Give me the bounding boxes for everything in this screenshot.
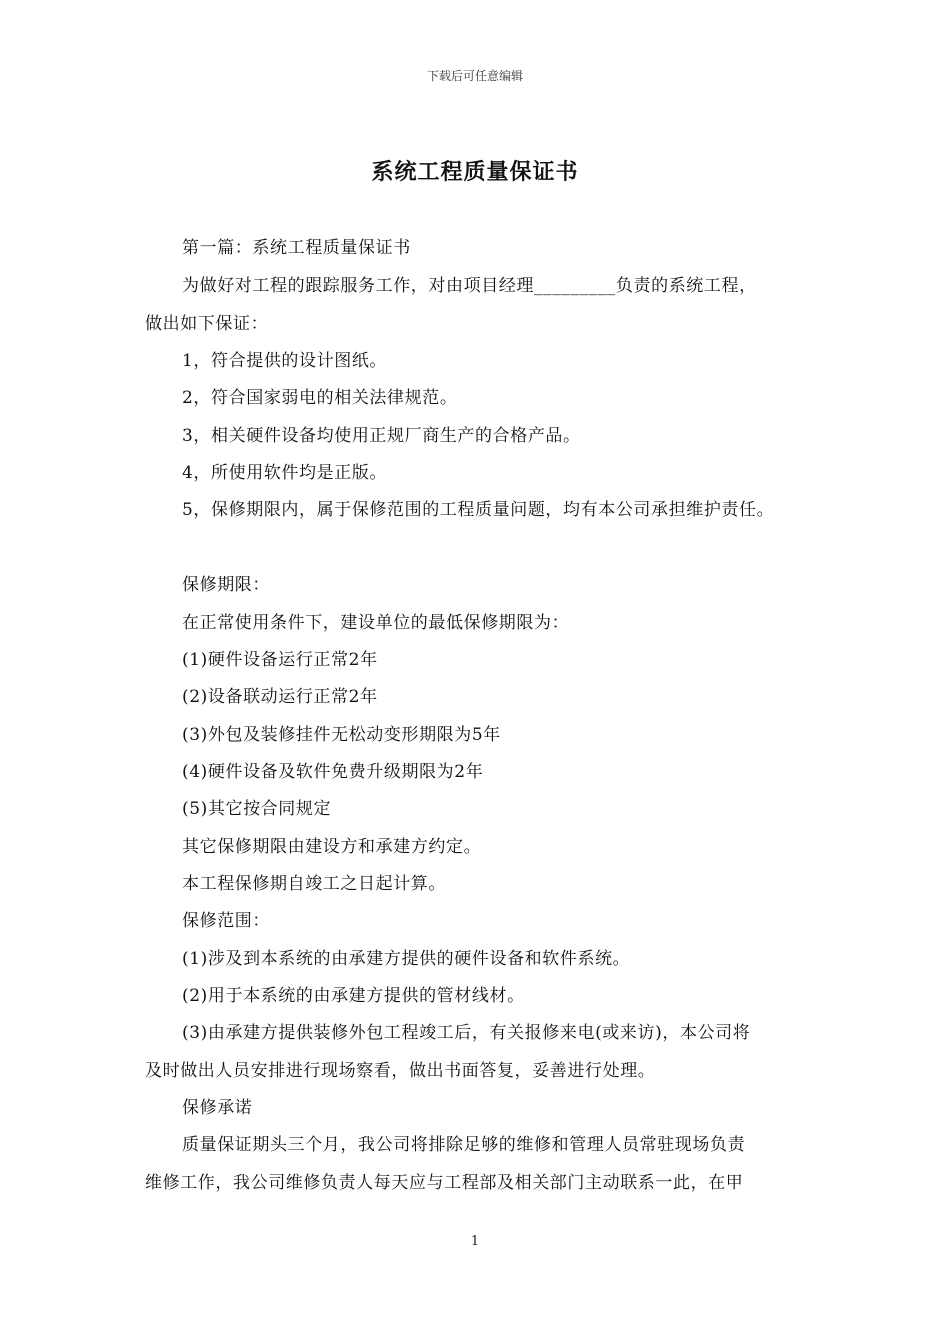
list-item: 3，相关硬件设备均使用正规厂商生产的合格产品。 — [182, 426, 581, 446]
paragraph-line: 本工程保修期自竣工之日起计算。 — [182, 874, 446, 894]
section-heading: 第一篇：系统工程质量保证书 — [182, 238, 411, 258]
page-header-note: 下载后可任意编辑 — [426, 69, 523, 83]
list-item: (2)用于本系统的由承建方提供的管材线材。 — [182, 986, 525, 1006]
document-title: 系统工程质量保证书 — [371, 159, 579, 185]
list-item: (5)其它按合同规定 — [182, 799, 332, 819]
list-item: 5，保修期限内，属于保修范围的工程质量问题，均有本公司承担维护责任。 — [182, 500, 775, 520]
list-item: (2)设备联动运行正常2年 — [182, 687, 378, 707]
paragraph-line: 维修工作，我公司维修负责人每天应与工程部及相关部门主动联系一此，在甲 — [145, 1173, 744, 1193]
page-number: 1 — [470, 1234, 480, 1249]
paragraph-line: 在正常使用条件下，建设单位的最低保修期限为： — [182, 613, 570, 633]
list-item: (3)由承建方提供装修外包工程竣工后，有关报修来电(或来访)，本公司将 — [182, 1023, 751, 1043]
list-item: (1)硬件设备运行正常2年 — [182, 650, 378, 670]
paragraph-line: 及时做出人员安排进行现场察看，做出书面答复，妥善进行处理。 — [145, 1061, 656, 1081]
paragraph-line: 质量保证期头三个月，我公司将排除足够的维修和管理人员常驻现场负责 — [182, 1135, 746, 1155]
paragraph-line: 其它保修期限由建设方和承建方约定。 — [182, 837, 482, 857]
list-item: (1)涉及到本系统的由承建方提供的硬件设备和软件系统。 — [182, 949, 631, 969]
section-heading: 保修范围： — [182, 911, 270, 931]
list-item: (4)硬件设备及软件免费升级期限为2年 — [182, 762, 484, 782]
paragraph-line: 为做好对工程的跟踪服务工作，对由项目经理_________负责的系统工程， — [182, 276, 757, 296]
list-item: 2，符合国家弱电的相关法律规范。 — [182, 388, 458, 408]
section-heading: 保修期限： — [182, 575, 270, 595]
section-heading: 保修承诺 — [182, 1098, 253, 1118]
list-item: 1，符合提供的设计图纸。 — [182, 351, 388, 371]
list-item: (3)外包及装修挂件无松动变形期限为5年 — [182, 725, 501, 745]
paragraph-line: 做出如下保证： — [145, 314, 269, 334]
list-item: 4，所使用软件均是正版。 — [182, 463, 388, 483]
